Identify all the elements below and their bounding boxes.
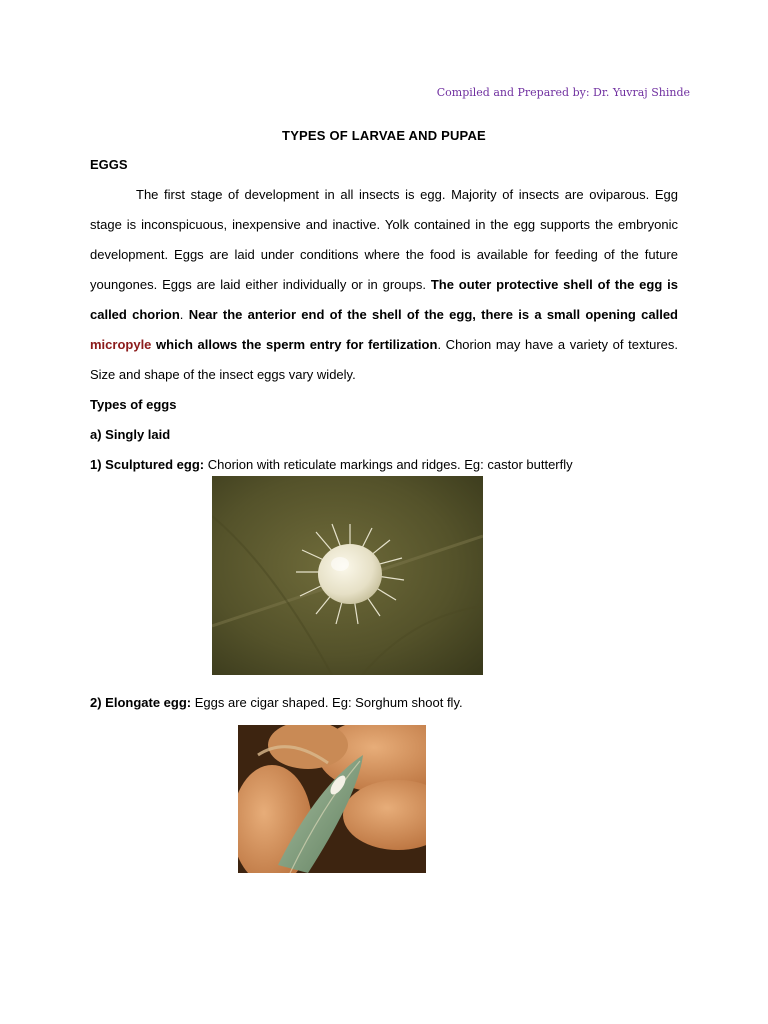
compiled-by-note: Compiled and Prepared by: Dr. Yuvraj Shinde <box>436 86 690 99</box>
chorion-definition: The outer protective shell of the egg is called chorion <box>90 277 678 322</box>
micropyle-term: micropyle <box>90 337 152 352</box>
sculptured-egg-item <box>90 457 573 472</box>
elongate-egg-image <box>238 725 426 873</box>
sculptured-egg-image <box>212 476 483 675</box>
micropyle-definition-end: which allows the sperm entry for fertilization <box>151 337 438 352</box>
elongate-egg-text: Eggs are cigar shaped. Eg: Sorghum shoot fly. <box>191 695 463 710</box>
micropyle-definition-start: Near the anterior end of the shell of the egg, there is a small opening called <box>188 307 678 322</box>
elongate-egg-label: 2) Elongate egg: <box>90 695 192 710</box>
eggs-paragraph-text-1: The first stage of development in all insects is egg. Majority of insects are oviparous. Egg stage is inconspicuous, inexpensive and inactive. Yolk contained in the egg supports the embryonic development. Eggs are laid under conditions where the food is available for feeding of the future youngones. Eggs are laid either individually or in groups. <box>90 187 678 292</box>
document-title: TYPES OF LARVAE AND PUPAE <box>282 128 486 143</box>
elongate-egg-item <box>90 695 463 710</box>
sculptured-egg-text: Chorion with reticulate markings and ridges. Eg: castor butterfly <box>204 457 573 472</box>
sculptured-egg-photo <box>212 476 483 675</box>
eggs-paragraph <box>90 180 678 390</box>
types-of-eggs-heading: Types of eggs <box>90 397 177 412</box>
sculptured-egg-label: 1) Sculptured egg: <box>90 457 205 472</box>
singly-laid-subheading: a) Singly laid <box>90 427 171 442</box>
sentence-separator: . <box>179 307 189 322</box>
eggs-paragraph-text-2: . Chorion may have a variety of textures. Size and shape of the insect eggs vary widely. <box>90 337 679 382</box>
eggs-heading: EGGS <box>90 157 128 172</box>
elongate-egg-photo <box>238 725 426 873</box>
